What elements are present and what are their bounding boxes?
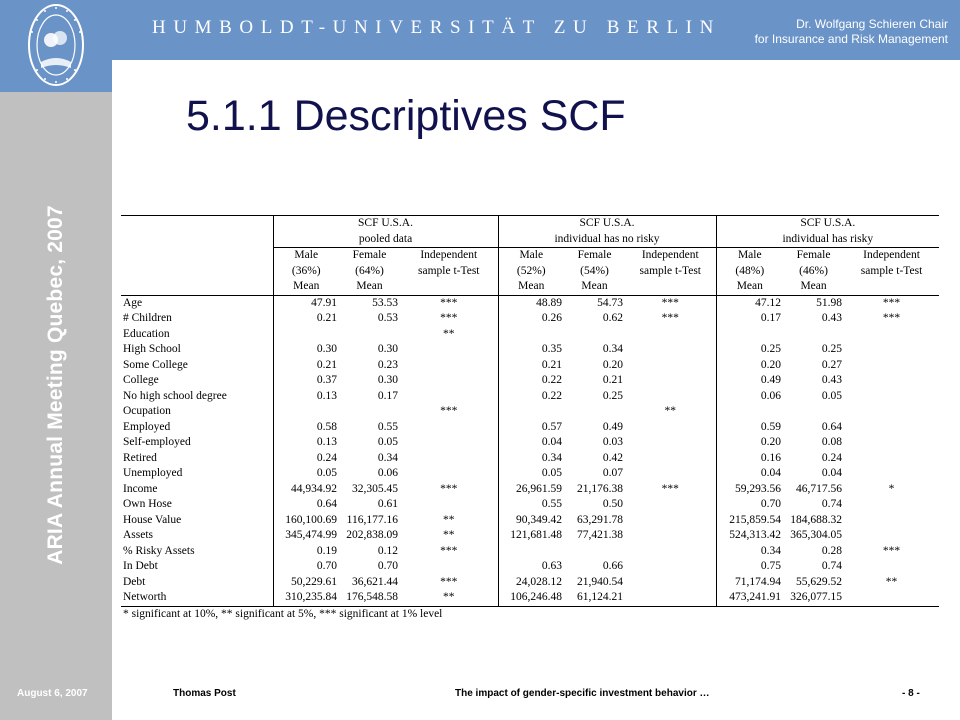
group-header: individual has risky: [716, 232, 939, 248]
significance-cell: [625, 497, 716, 513]
value-cell: 61,124.21: [564, 590, 625, 606]
column-header: [844, 279, 939, 295]
significance-cell: [400, 342, 498, 358]
value-cell: 0.17: [760, 312, 782, 324]
row-label: Assets: [121, 528, 273, 544]
value-cell: 0.74: [821, 560, 843, 572]
column-header: [625, 279, 716, 295]
column-header: Female: [352, 249, 387, 261]
row-label: High School: [121, 342, 273, 358]
significance-cell: ***: [400, 404, 498, 420]
significance-cell: [400, 420, 498, 436]
table-row: [121, 404, 939, 420]
value-cell: 0.43: [821, 374, 843, 386]
significance-cell: **: [400, 528, 498, 544]
value-cell: 0.20: [760, 436, 782, 448]
column-header: Independent: [863, 249, 920, 261]
significance-cell: ***: [882, 544, 901, 557]
value-cell: [339, 404, 400, 420]
value-cell: 0.22: [541, 389, 563, 402]
significance-cell: ***: [882, 312, 901, 324]
significance-cell: ***: [400, 482, 498, 498]
value-cell: 36,621.44: [352, 575, 398, 588]
table-body: [121, 216, 939, 623]
value-cell: 77,421.38: [577, 529, 624, 541]
row-label: Debt: [121, 575, 273, 591]
column-header: Male: [737, 249, 762, 261]
value-cell: 32,305.45: [352, 482, 398, 495]
significance-cell: [400, 358, 498, 374]
column-header: sample t-Test: [400, 264, 498, 280]
row-label: Ocupation: [121, 404, 273, 420]
logo-area: [0, 0, 112, 92]
footer-subject: The impact of gender-specific investment behavior …: [455, 688, 710, 699]
group-header: SCF U.S.A.: [498, 216, 716, 232]
significance-cell: [844, 420, 939, 436]
significance-cell: [844, 435, 939, 451]
value-cell: 0.05: [541, 467, 563, 479]
significance-cell: [844, 451, 939, 467]
table-row: [121, 466, 939, 482]
value-cell: [273, 404, 339, 420]
value-cell: 106,246.48: [498, 590, 564, 606]
significance-cell: [625, 559, 716, 575]
value-cell: 345,474.99: [285, 529, 337, 541]
value-cell: 0.30: [377, 374, 398, 386]
row-label: Some College: [121, 358, 273, 374]
value-cell: 0.53: [377, 312, 398, 324]
value-cell: 0.23: [377, 358, 398, 371]
table-row: [121, 513, 939, 529]
value-cell: 0.13: [316, 436, 337, 448]
university-name: HUMBOLDT-UNIVERSITÄT ZU BERLIN: [152, 17, 721, 38]
value-cell: 0.13: [316, 389, 337, 402]
significance-cell: *: [888, 482, 895, 495]
value-cell: 0.21: [316, 358, 337, 371]
column-header: Mean: [564, 279, 625, 295]
value-cell: [564, 404, 625, 420]
significance-cell: [625, 420, 716, 436]
column-header: (46%): [799, 264, 828, 277]
table-row: [121, 389, 939, 405]
chair-line-1: Dr. Wolfgang Schieren Chair: [796, 17, 948, 31]
significance-cell: [625, 528, 716, 544]
value-cell: [498, 404, 564, 420]
value-cell: 0.07: [602, 467, 624, 479]
row-label: % Risky Assets: [121, 544, 273, 560]
significance-cell: ***: [400, 311, 498, 327]
value-cell: 26,961.59: [516, 482, 563, 495]
value-cell: 0.43: [821, 312, 843, 324]
value-cell: 0.30: [316, 343, 337, 355]
value-cell: 0.55: [541, 498, 563, 510]
value-cell: 0.25: [760, 343, 782, 355]
column-header: (64%): [355, 264, 384, 277]
value-cell: 0.06: [760, 389, 782, 402]
table-row: [121, 358, 939, 374]
value-cell: 215,859.54: [729, 513, 782, 526]
value-cell: 0.26: [541, 312, 563, 324]
significance-cell: [625, 575, 716, 591]
column-header: Mean: [339, 279, 400, 295]
value-cell: 0.57: [541, 420, 563, 433]
significance-cell: [844, 559, 939, 575]
value-cell: 0.05: [377, 436, 398, 448]
value-cell: 51.98: [816, 296, 843, 309]
header-blank: [121, 279, 273, 295]
value-cell: 46,717.56: [796, 482, 843, 495]
value-cell: 63,291.78: [577, 513, 624, 526]
column-header: (48%): [735, 264, 765, 277]
column-header: sample t-Test: [625, 264, 716, 280]
significance-cell: [844, 466, 939, 482]
row-label: Age: [121, 295, 273, 311]
value-cell: 0.27: [821, 358, 843, 371]
value-cell: 47.91: [311, 296, 337, 309]
significance-cell: ***: [625, 311, 716, 327]
significance-cell: [625, 513, 716, 529]
significance-cell: [625, 389, 716, 405]
header-blank: [121, 264, 273, 280]
value-cell: 0.34: [541, 451, 563, 464]
row-label: In Debt: [121, 559, 273, 575]
significance-cell: [400, 466, 498, 482]
significance-cell: [844, 342, 939, 358]
table-row: [121, 311, 939, 327]
column-header-row: [121, 264, 939, 280]
value-cell: 184,688.32: [790, 513, 843, 526]
value-cell: 524,313.42: [729, 529, 782, 541]
row-label: House Value: [121, 513, 273, 529]
value-cell: 0.49: [760, 374, 782, 386]
column-header: Mean: [498, 279, 564, 295]
header-blank: [121, 232, 273, 248]
significance-cell: ***: [400, 544, 498, 560]
row-label: Unemployed: [121, 466, 273, 482]
table-row: [121, 373, 939, 389]
significance-cell: [400, 497, 498, 513]
value-cell: 53.53: [372, 296, 398, 309]
value-cell: 0.42: [602, 451, 624, 464]
column-header: Mean: [783, 279, 844, 295]
row-label: Retired: [121, 451, 273, 467]
value-cell: 44,934.92: [291, 482, 337, 495]
value-cell: 0.34: [377, 451, 398, 464]
group-header: individual has no risky: [498, 232, 716, 248]
significance-cell: **: [885, 575, 898, 588]
column-header-row: [121, 248, 939, 264]
value-cell: 59,293.56: [735, 482, 782, 495]
table-row: [121, 435, 939, 451]
column-header: Female: [577, 249, 612, 261]
significance-cell: [625, 466, 716, 482]
slide-title: 5.1.1 Descriptives SCF: [186, 92, 626, 140]
value-cell: 0.64: [316, 498, 337, 510]
value-cell: 47.12: [755, 296, 782, 309]
significance-cell: [844, 513, 939, 529]
row-label: Networth: [121, 590, 273, 606]
value-cell: 0.25: [602, 389, 624, 402]
row-label: Own Hose: [121, 497, 273, 513]
column-header: Mean: [273, 279, 339, 295]
value-cell: 176,548.58: [339, 590, 400, 606]
header-blank: [121, 248, 273, 264]
significance-cell: [625, 327, 716, 343]
significance-cell: [844, 404, 939, 420]
footnote-row: [121, 606, 939, 622]
significance-cell: [844, 497, 939, 513]
table-footnote: * significant at 10%, ** significant at 5%, *** significant at 1% level: [123, 607, 443, 620]
value-cell: 50,229.61: [291, 575, 337, 588]
value-cell: 0.21: [541, 358, 563, 371]
value-cell: 0.37: [316, 374, 337, 386]
column-header: Independent: [400, 248, 498, 264]
group-header: SCF U.S.A.: [273, 216, 498, 232]
value-cell: 0.35: [541, 343, 563, 355]
significance-cell: ***: [882, 296, 901, 309]
value-cell: 0.17: [377, 389, 398, 402]
significance-cell: [625, 358, 716, 374]
value-cell: 121,681.48: [510, 529, 563, 541]
value-cell: 0.75: [760, 560, 782, 572]
value-cell: 0.21: [602, 374, 624, 386]
university-seal-icon: [27, 2, 85, 88]
value-cell: [716, 327, 783, 343]
value-cell: 0.22: [541, 374, 563, 386]
significance-cell: [400, 451, 498, 467]
value-cell: 0.05: [316, 467, 337, 479]
table-row: [121, 590, 939, 606]
significance-cell: [400, 435, 498, 451]
value-cell: 365,304.05: [790, 529, 843, 541]
table-row: [121, 420, 939, 436]
value-cell: 54.73: [597, 296, 624, 309]
value-cell: 71,174.94: [735, 575, 782, 588]
header-blank: [121, 216, 273, 232]
table-row: [121, 544, 939, 560]
significance-cell: **: [400, 513, 498, 529]
significance-cell: [844, 590, 939, 606]
footer-date: August 6, 2007: [17, 688, 88, 699]
column-header-row: [121, 279, 939, 295]
value-cell: 0.12: [377, 544, 398, 557]
value-cell: 0.03: [602, 436, 624, 448]
value-cell: 0.34: [760, 544, 782, 557]
value-cell: 21,940.54: [577, 575, 624, 588]
descriptives-table: [121, 215, 939, 622]
significance-cell: [625, 373, 716, 389]
significance-cell: ***: [400, 295, 498, 311]
row-label: # Children: [121, 311, 273, 327]
column-header: Female: [796, 249, 831, 261]
value-cell: 0.05: [821, 389, 843, 402]
group-header: SCF U.S.A.: [716, 216, 939, 232]
value-cell: 24,028.12: [516, 575, 563, 588]
value-cell: 0.50: [602, 498, 624, 510]
value-cell: 0.04: [760, 467, 782, 479]
footer-author: Thomas Post: [173, 688, 236, 699]
value-cell: 48.89: [536, 296, 563, 309]
significance-cell: ***: [625, 295, 716, 311]
value-cell: [564, 544, 625, 560]
significance-cell: [625, 435, 716, 451]
value-cell: 0.64: [821, 420, 843, 433]
significance-cell: [844, 358, 939, 374]
significance-cell: [625, 544, 716, 560]
header-row: [121, 232, 939, 248]
value-cell: 0.63: [541, 560, 563, 572]
value-cell: 0.04: [821, 467, 843, 479]
value-cell: 0.66: [602, 560, 624, 572]
value-cell: 0.74: [821, 498, 843, 510]
significance-cell: **: [400, 590, 498, 606]
value-cell: [783, 327, 844, 343]
row-label: Income: [121, 482, 273, 498]
value-cell: 160,100.69: [285, 513, 337, 526]
value-cell: 0.61: [377, 498, 398, 510]
table-row: [121, 575, 939, 591]
significance-cell: **: [625, 404, 716, 420]
row-label: Employed: [121, 420, 273, 436]
significance-cell: [400, 389, 498, 405]
table-row: [121, 327, 939, 343]
value-cell: 116,177.16: [346, 513, 398, 526]
value-cell: 0.70: [316, 560, 337, 572]
value-cell: 90,349.42: [516, 513, 563, 526]
table-row: [121, 497, 939, 513]
column-header: Independent: [625, 248, 716, 264]
value-cell: 0.21: [316, 312, 337, 324]
value-cell: 0.34: [602, 343, 624, 355]
value-cell: 0.30: [377, 343, 398, 355]
value-cell: 326,077.15: [783, 590, 844, 606]
value-cell: [339, 327, 400, 343]
value-cell: 0.08: [821, 436, 843, 448]
value-cell: 0.25: [821, 343, 843, 355]
value-cell: 0.16: [760, 451, 782, 464]
value-cell: [498, 327, 564, 343]
significance-cell: **: [400, 327, 498, 343]
value-cell: 0.49: [602, 420, 624, 433]
significance-cell: ***: [625, 482, 716, 498]
row-label: Education: [121, 327, 273, 343]
table-row: [121, 528, 939, 544]
table-row: [121, 295, 939, 311]
significance-cell: ***: [400, 575, 498, 591]
column-header: Mean: [716, 279, 783, 295]
group-header: pooled data: [273, 232, 498, 248]
significance-cell: [844, 327, 939, 343]
value-cell: [716, 404, 783, 420]
value-cell: 0.24: [821, 451, 843, 464]
value-cell: 0.20: [602, 358, 624, 371]
significance-cell: [625, 342, 716, 358]
value-cell: 473,241.91: [716, 590, 783, 606]
significance-cell: [844, 389, 939, 405]
value-cell: 0.70: [760, 498, 782, 510]
row-label: No high school degree: [121, 389, 273, 405]
value-cell: [273, 327, 339, 343]
value-cell: 0.04: [541, 436, 563, 448]
row-label: Self-employed: [121, 435, 273, 451]
value-cell: 202,838.09: [346, 529, 398, 541]
value-cell: 0.19: [316, 544, 337, 557]
significance-cell: [400, 373, 498, 389]
column-header: Male: [519, 249, 544, 261]
header-row: [121, 216, 939, 232]
column-header: sample t-Test: [860, 264, 923, 277]
significance-cell: [844, 373, 939, 389]
value-cell: 0.58: [316, 420, 337, 433]
row-label: College: [121, 373, 273, 389]
chair-line-2: for Insurance and Risk Management: [754, 32, 948, 46]
value-cell: 0.55: [377, 420, 398, 433]
significance-cell: [400, 559, 498, 575]
value-cell: 0.70: [377, 560, 398, 572]
value-cell: 0.06: [377, 467, 398, 479]
column-header: [400, 279, 498, 295]
column-header: Male: [294, 249, 319, 261]
significance-cell: [625, 590, 716, 606]
value-cell: 0.28: [821, 544, 843, 557]
table-row: [121, 342, 939, 358]
value-cell: [498, 544, 564, 560]
value-cell: 0.24: [316, 451, 337, 464]
value-cell: 0.62: [602, 312, 624, 324]
value-cell: 55,629.52: [796, 575, 843, 588]
value-cell: 21,176.38: [577, 482, 624, 495]
value-cell: 310,235.84: [273, 590, 339, 606]
column-header: (36%): [291, 264, 321, 277]
value-cell: [564, 327, 625, 343]
table-row: [121, 559, 939, 575]
table-row: [121, 451, 939, 467]
significance-cell: [844, 528, 939, 544]
sidebar: [0, 0, 112, 720]
chair-info: [755, 17, 948, 47]
table-row: [121, 482, 939, 498]
value-cell: 0.20: [760, 358, 782, 371]
descriptives-table-wrap: [121, 215, 939, 622]
value-cell: [783, 404, 844, 420]
column-header: (52%): [516, 264, 546, 277]
column-header: (54%): [580, 264, 609, 277]
footer-page-number: - 8 -: [902, 688, 920, 699]
significance-cell: [625, 451, 716, 467]
conference-label: ARIA Annual Meeting Quebec, 2007: [44, 205, 67, 565]
value-cell: 0.59: [760, 420, 782, 433]
